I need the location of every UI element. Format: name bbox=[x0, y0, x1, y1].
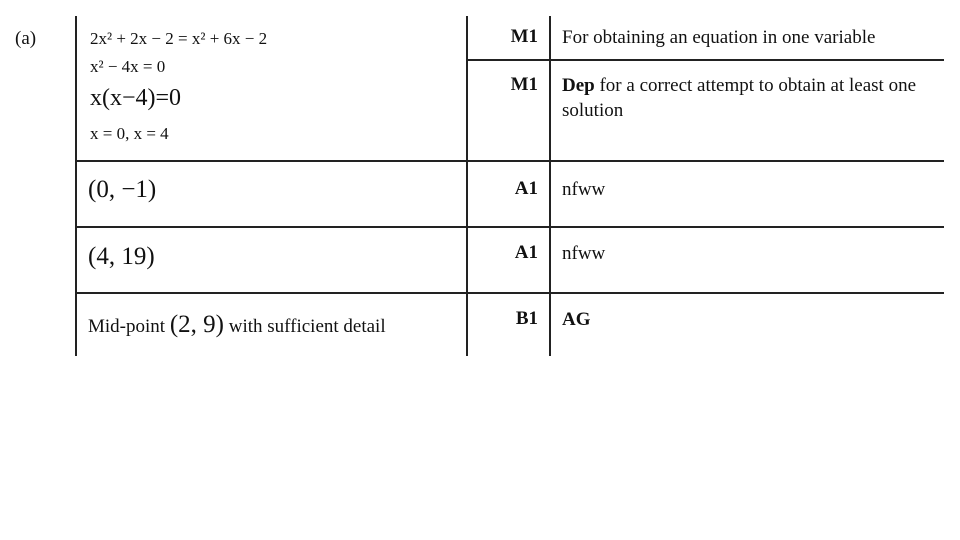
working-point-0-minus1: (0, −1) bbox=[88, 176, 157, 203]
working-point-4-19: (4, 19) bbox=[88, 243, 155, 270]
working-midpoint: Mid-point (2, 9) with sufficient detail bbox=[88, 311, 386, 338]
part-label: (a) bbox=[15, 28, 37, 49]
table-mark-divider bbox=[549, 16, 551, 356]
row-divider-3 bbox=[75, 226, 944, 228]
row-divider-4 bbox=[75, 292, 944, 294]
mark-m1-first: M1 bbox=[510, 26, 538, 47]
mark-a1-second: A1 bbox=[514, 242, 538, 263]
guidance-ag: AG bbox=[562, 309, 591, 330]
working-line-2: x² − 4x = 0 bbox=[90, 57, 166, 76]
row-divider-1 bbox=[466, 59, 944, 61]
table-left-border bbox=[75, 16, 77, 356]
guidance-m1-second: Dep for a correct attempt to obtain at least one solution bbox=[562, 75, 917, 121]
working-line-3: x(x−4)=0 bbox=[90, 85, 182, 111]
guidance-m1-first: For obtaining an equation in one variable bbox=[562, 27, 876, 48]
working-line-1: 2x² + 2x − 2 = x² + 6x − 2 bbox=[90, 29, 268, 48]
row-divider-2 bbox=[75, 160, 944, 162]
mark-a1-first: A1 bbox=[514, 178, 538, 199]
mark-b1: B1 bbox=[515, 308, 538, 329]
mark-m1-second: M1 bbox=[510, 74, 538, 95]
guidance-nfww-second: nfww bbox=[562, 243, 606, 264]
working-line-4: x = 0, x = 4 bbox=[90, 124, 169, 143]
guidance-nfww-first: nfww bbox=[562, 179, 606, 200]
